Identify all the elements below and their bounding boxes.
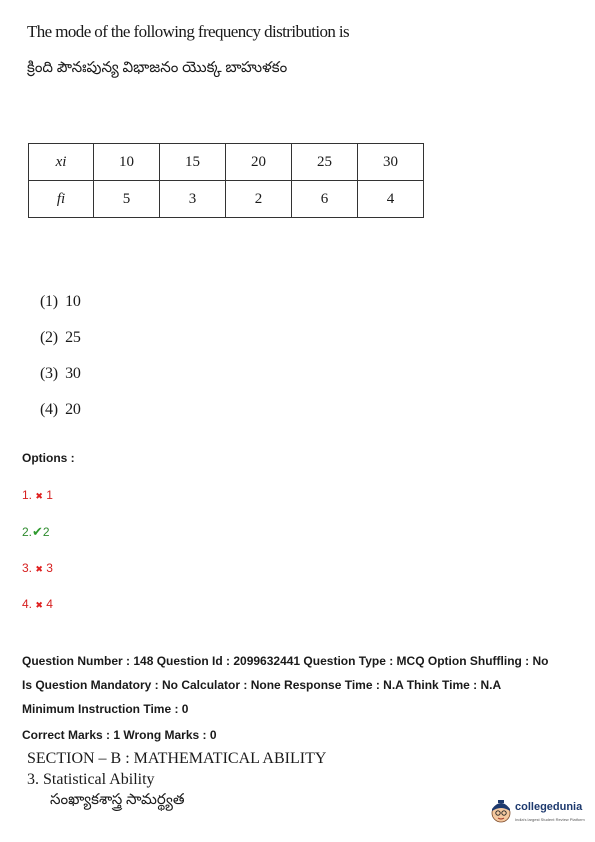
option-value: 10 [65,293,81,310]
question-meta-line-3: Minimum Instruction Time : 0 [22,702,189,716]
choice-value: 4 [46,597,53,611]
brand-tagline: India's largest Student Review Platform [515,817,585,822]
question-meta-line-4: Correct Marks : 1 Wrong Marks : 0 [22,728,217,742]
answer-option-3 [40,365,81,383]
table-cell: 3 [160,181,226,218]
choice-value: 2 [42,525,50,539]
answer-option-1 [40,293,81,311]
option-label: (2) [40,329,58,346]
option-value: 20 [65,401,81,418]
question-meta-line-2: Is Question Mandatory : No Calculator : None Response Time : N.A Think Time : N.A [22,678,502,692]
table-header-f [29,181,94,218]
table-cell: 15 [160,144,226,181]
table-cell: 10 [94,144,160,181]
table-row [29,181,424,218]
brand-logo [490,797,590,831]
option-label: (4) [40,401,58,418]
cross-icon: ✖ [35,600,43,610]
option-label: (1) [40,293,58,310]
section-title: SECTION – B : MATHEMATICAL ABILITY [27,750,327,767]
options-title: Options : [22,451,75,465]
table-header-x [29,144,94,181]
question-meta-line-1: Question Number : 148 Question Id : 2099632441 Question Type : MCQ Option Shuffling : No [22,654,549,668]
answer-option-2 [40,329,81,347]
choice-value: 3 [46,561,53,575]
header-x-label: xi [55,153,67,170]
frequency-table [28,143,424,218]
option-value: 25 [65,329,81,346]
choice-3 [22,561,53,575]
choice-value: 1 [46,488,53,502]
header-f-label: fi [56,190,66,207]
table-cell: 20 [226,144,292,181]
brand-name: collegedunia [515,801,583,813]
mascot-icon [490,799,512,825]
table-cell: 30 [358,144,424,181]
table-cell: 25 [292,144,358,181]
choice-2 [22,524,50,540]
choice-number: 4. [22,597,33,611]
topic-title: 3. Statistical Ability [27,771,155,788]
cross-icon: ✖ [35,491,43,501]
table-cell: 5 [94,181,160,218]
table-cell: 2 [226,181,292,218]
table-cell: 6 [292,181,358,218]
choice-1 [22,488,53,502]
topic-title-telugu: సంఖ్యాకశాస్త్ర సామర్థ్యత [50,792,185,808]
choice-number: 1. [22,488,33,502]
cross-icon: ✖ [35,564,43,574]
option-value: 30 [65,365,81,382]
choice-4 [22,597,53,611]
table-row [29,144,424,181]
check-icon: ✔ [32,524,43,539]
choice-number: 3. [22,561,33,575]
answer-option-4 [40,401,81,419]
question-text-english: The mode of the following frequency distribution is [27,22,350,41]
question-text-telugu: క్రింది పౌనఃపున్య విభాజనం యొక్క బాహుళకం [27,60,288,76]
table-cell: 4 [358,181,424,218]
choice-number: 2. [22,525,33,539]
option-label: (3) [40,365,58,382]
